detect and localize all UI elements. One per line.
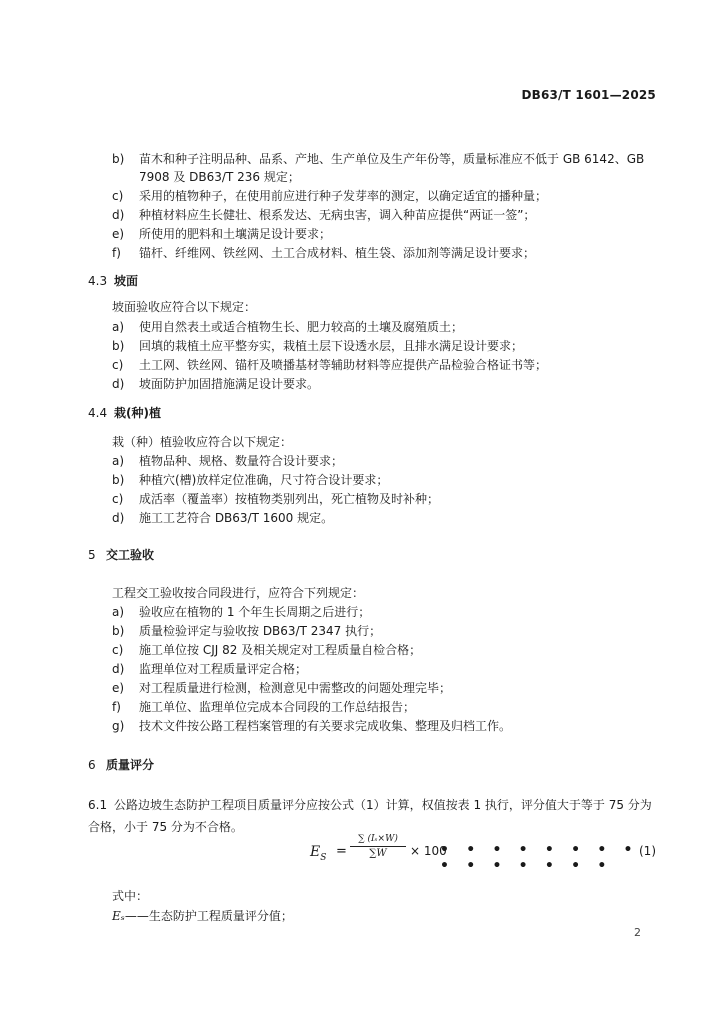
list-item: f) 锚杆、纤维网、铁丝网、土工合成材料、植生袋、添加剂等满足设计要求； (112, 246, 536, 260)
list-item: e) 对工程质量进行检测，检测意见中需整改的问题处理完毕； (112, 681, 452, 695)
list-item: d) 种植材料应生长健壮、根系发达、无病虫害，调入种苗应提供“两证一签”； (112, 208, 536, 222)
where-label: 式中： (112, 889, 149, 903)
list-item: c) 成活率（覆盖率）按植物类别列出，死亡植物及时补种； (112, 492, 440, 506)
formula-1 (310, 834, 656, 874)
list-item: c) 施工单位按 CJJ 82 及相关规定对工程质量自检合格； (112, 643, 422, 657)
formula-leader-dots: • • • • • • • • • • • • • • • (440, 842, 639, 874)
list-item: e) 所使用的肥料和土壤满足设计要求； (112, 227, 332, 241)
list-item: d) 监理单位对工程质量评定合格； (112, 662, 308, 676)
formula-multiplier: × 100 (410, 844, 447, 858)
section-intro: 坡面验收应符合以下规定： (112, 300, 257, 314)
section-intro: 工程交工验收按合同段进行，应符合下列规定： (112, 586, 365, 600)
formula-fraction (350, 834, 406, 859)
list-item: b) 质量检验评定与验收按 DB63/T 2347 执行； (112, 624, 382, 638)
section-heading-6: 6 质量评分 (88, 758, 155, 772)
list-item: d) 坡面防护加固措施满足设计要求。 (112, 377, 320, 391)
clause-6-1: 6.1 公路边坡生态防护工程项目质量评分应按公式（1）计算，权值按表 1 执行，评分值大于等于 75 分为合格，小于 75 分为不合格。 (88, 798, 652, 834)
section-intro: 栽（种）植验收应符合以下规定： (112, 435, 293, 449)
equals-sign: = (336, 844, 347, 859)
section-heading-4-3: 4.3 坡面 (88, 274, 139, 288)
list-item: b) 种植穴(槽)放样定位准确，尺寸符合设计要求； (112, 473, 389, 487)
section-heading-4-4: 4.4 栽(种)植 (88, 406, 161, 420)
section-heading-5: 5 交工验收 (88, 548, 155, 562)
page-number: 2 (634, 926, 641, 939)
formula-denominator: ∑W (369, 848, 387, 859)
where-definition: Eₛ——生态防护工程质量评分值； (112, 909, 293, 923)
list-item-continuation: 7908 及 DB63/T 236 规定； (139, 170, 300, 184)
formula-numerator: ∑ (Iₛ×W) (350, 834, 406, 847)
formula-lhs: $E_S$ (310, 844, 327, 863)
list-item: d) 施工工艺符合 DB63/T 1600 规定。 (112, 511, 334, 525)
equation-number: (1) (639, 844, 656, 858)
list-item: c) 土工网、铁丝网、锚杆及喷播基材等辅助材料等应提供产品检验合格证书等； (112, 358, 548, 372)
list-item: a) 验收应在植物的 1 个年生长周期之后进行； (112, 605, 371, 619)
list-item: b) 回填的栽植土应平整夯实，栽植土层下设透水层，且排水满足设计要求； (112, 339, 524, 353)
list-item: a) 使用自然表土或适合植物生长、肥力较高的土壤及腐殖质土； (112, 320, 464, 334)
doc-code-header: DB63/T 1601—2025 (521, 88, 656, 102)
list-item: g) 技术文件按公路工程档案管理的有关要求完成收集、整理及归档工作。 (112, 719, 512, 733)
list-item: f) 施工单位、监理单位完成本合同段的工作总结报告； (112, 700, 416, 714)
list-item: b) 苗木和种子注明品种、品系、产地、生产单位及生产年份等，质量标准应不低于 GB 6142、GB (112, 152, 645, 166)
list-item: c) 采用的植物种子，在使用前应进行种子发芽率的测定，以确定适宜的播种量； (112, 189, 548, 203)
list-item: a) 植物品种、规格、数量符合设计要求； (112, 454, 344, 468)
